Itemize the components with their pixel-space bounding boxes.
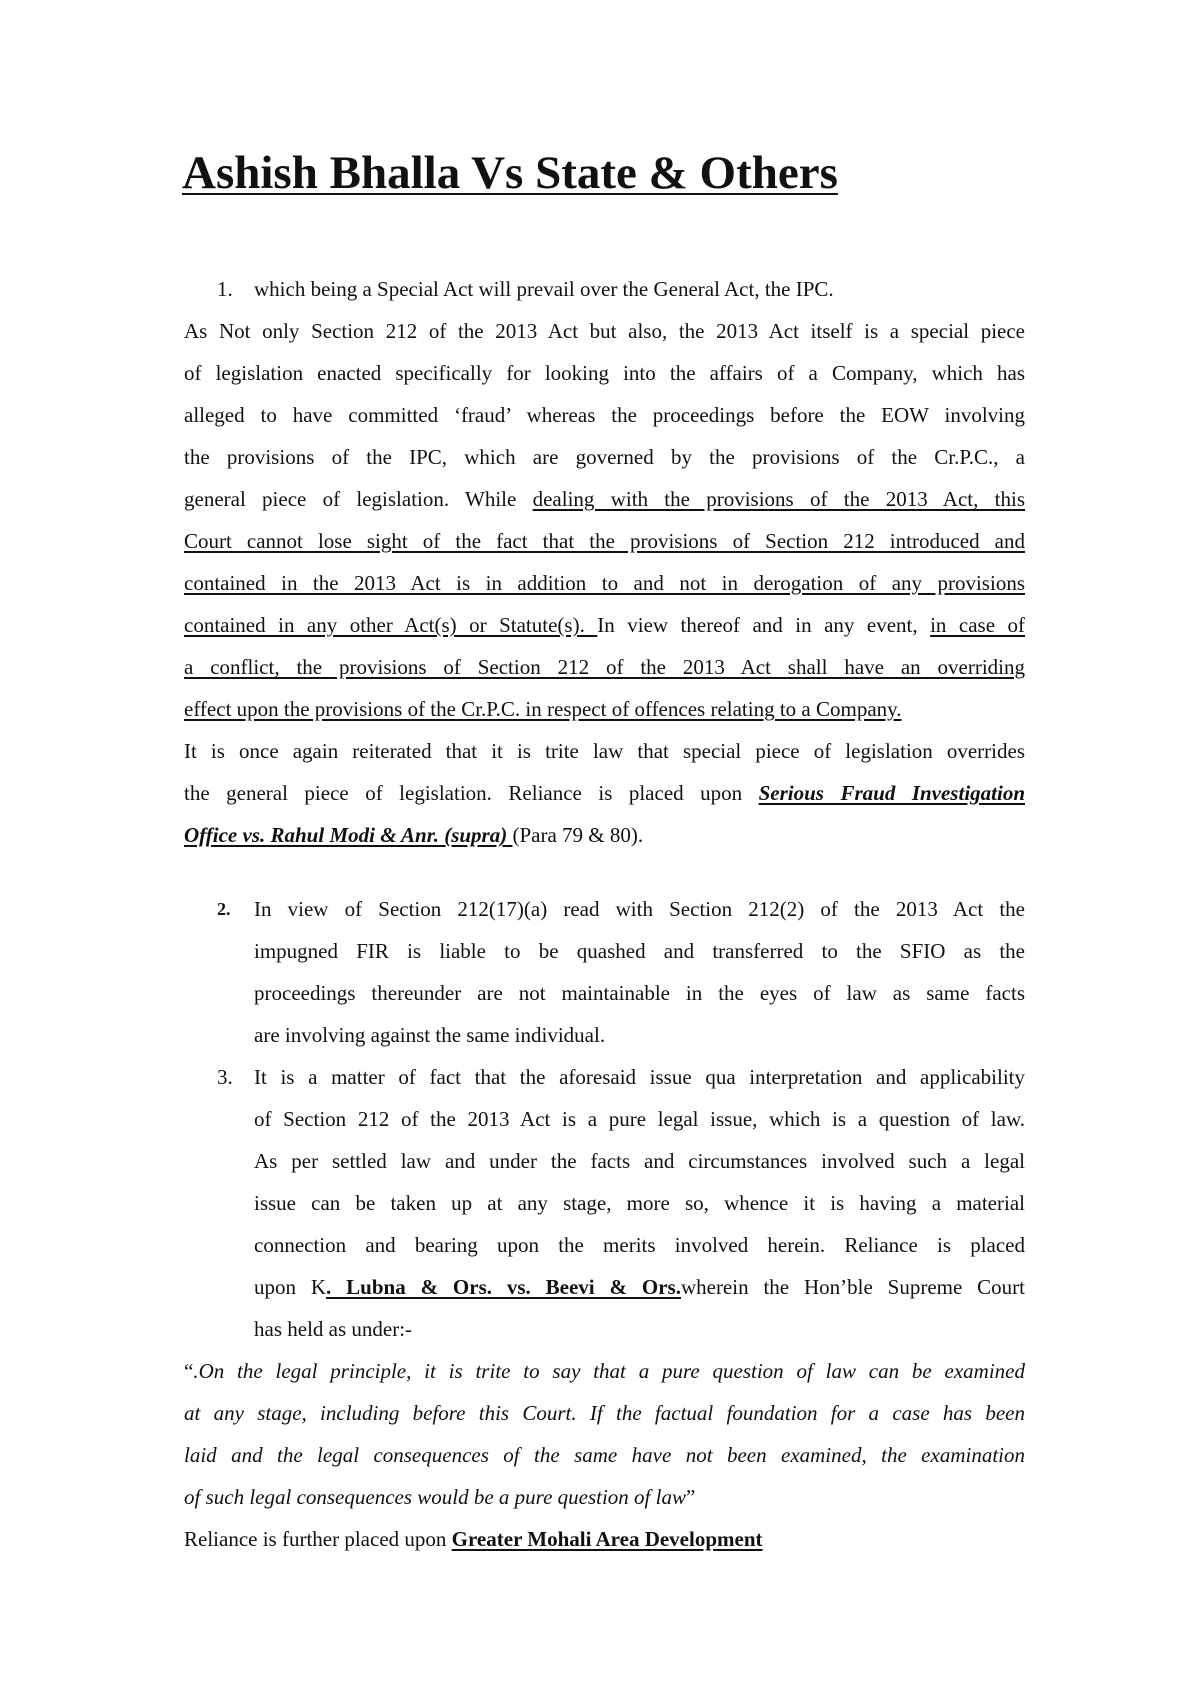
paragraph-line: As per settled law and under the facts and circumstances involved such a legal (254, 1149, 1025, 1173)
paragraph-line (184, 814, 1025, 856)
paragraph-line: has held as under:- (254, 1317, 413, 1341)
paragraph-line: a conflict, the provisions of Section 212 of the 2013 Act shall have an overriding (184, 655, 1025, 679)
case-citation: Greater Mohali Area Development (451, 1527, 763, 1551)
list-item-2 (184, 888, 1025, 1056)
spacer (184, 856, 1025, 888)
paragraph-line: of legislation enacted specifically for looking into the affairs of a Company, which has (184, 361, 1025, 385)
case-citation: Serious Fraud Investigation (758, 781, 1025, 805)
paragraph-line: effect upon the provisions of the Cr.P.C. in respect of offences relating to a Company. (184, 697, 902, 721)
paragraph-line: impugned FIR is liable to be quashed and transferred to the SFIO as the (254, 939, 1025, 963)
quote-mark: “ (184, 1359, 194, 1383)
paragraph-line: are involving against the same individual. (254, 1023, 606, 1047)
list-number: 1. (217, 277, 233, 301)
paragraph-line (217, 1056, 1025, 1098)
paragraph-line: As Not only Section 212 of the 2013 Act but also, the 2013 Act itself is a special piece (184, 319, 1025, 343)
paragraph-line: Court cannot lose sight of the fact that the provisions of Section 212 introduced and (184, 529, 1025, 553)
text-run: general piece of legislation. While (184, 487, 533, 511)
text-run: It is a matter of fact that the aforesaid issue qua interpretation and applicability (254, 1065, 1025, 1089)
list-number: 3. (217, 1065, 233, 1089)
case-citation: Office vs. Rahul Modi & Anr. (supra) (184, 823, 513, 847)
quoted-judgment (184, 1350, 1025, 1518)
quote-text: laid and the legal consequences of the same have not been examined, the examination (184, 1443, 1025, 1467)
paragraph-line (217, 888, 1025, 930)
paragraph-line: alleged to have committed ‘fraud’ whereas the proceedings before the EOW involving (184, 403, 1025, 427)
quote-text: .On the legal principle, it is trite to say that a pure question of law can be examined (193, 1359, 1025, 1383)
underlined-text: contained in any other Act(s) or Statute(s). (184, 613, 598, 637)
paragraph-line: the provisions of the IPC, which are governed by the provisions of the Cr.P.C., a (184, 445, 1025, 469)
text-run: Reliance is further placed upon (184, 1527, 452, 1551)
paragraph-line (184, 478, 1025, 520)
document-body (184, 268, 1025, 1560)
paragraph-line: connection and bearing upon the merits involved herein. Reliance is placed (254, 1233, 1025, 1257)
paragraph-line (254, 1266, 1025, 1308)
text-run: the general piece of legislation. Reliance is placed upon (184, 781, 759, 805)
list-item-3 (184, 1056, 1025, 1350)
list-number: 2. (217, 899, 231, 919)
text-run: In view of Section 212(17)(a) read with Section 212(2) of the 2013 Act the (254, 897, 1025, 921)
text-run: upon K (254, 1275, 327, 1299)
case-citation: . Lubna & Ors. vs. Beevi & Ors. (326, 1275, 681, 1299)
paragraph-line (184, 1350, 1025, 1392)
paragraph-line: proceedings thereunder are not maintainable in the eyes of law as same facts (254, 981, 1025, 1005)
document-title: Ashish Bhalla Vs State & Others (182, 147, 838, 199)
paragraph-line (184, 1476, 1025, 1518)
list-item-text: which being a Special Act will prevail over the General Act, the IPC. (254, 277, 834, 301)
paragraph-special-act (184, 310, 1025, 856)
text-run: In view thereof and in any event, (597, 613, 931, 637)
list-item-1 (217, 268, 1025, 310)
paragraph-line: of Section 212 of the 2013 Act is a pure legal issue, which is a question of law. (254, 1107, 1025, 1131)
quote-text: of such legal consequences would be a pure question of law (184, 1485, 686, 1509)
paragraph-line (184, 604, 1025, 646)
paragraph-line: contained in the 2013 Act is in addition to and not in derogation of any provisions (184, 571, 1025, 595)
paragraph-line: issue can be taken up at any stage, more so, whence it is having a material (254, 1191, 1025, 1215)
paragraph-line (184, 772, 1025, 814)
underlined-text: dealing with the provisions of the 2013 Act, this (532, 487, 1025, 511)
text-run: (Para 79 & 80). (512, 823, 644, 847)
paragraph-line: It is once again reiterated that it is trite law that special piece of legislation overrides (184, 739, 1025, 763)
quote-mark: ” (685, 1485, 696, 1509)
text-run: wherein the Hon’ble Supreme Court (680, 1275, 1026, 1299)
quote-text: at any stage, including before this Court. If the factual foundation for a case has been (184, 1401, 1025, 1425)
underlined-text: in case of (930, 613, 1026, 637)
paragraph-line (184, 1518, 1025, 1560)
